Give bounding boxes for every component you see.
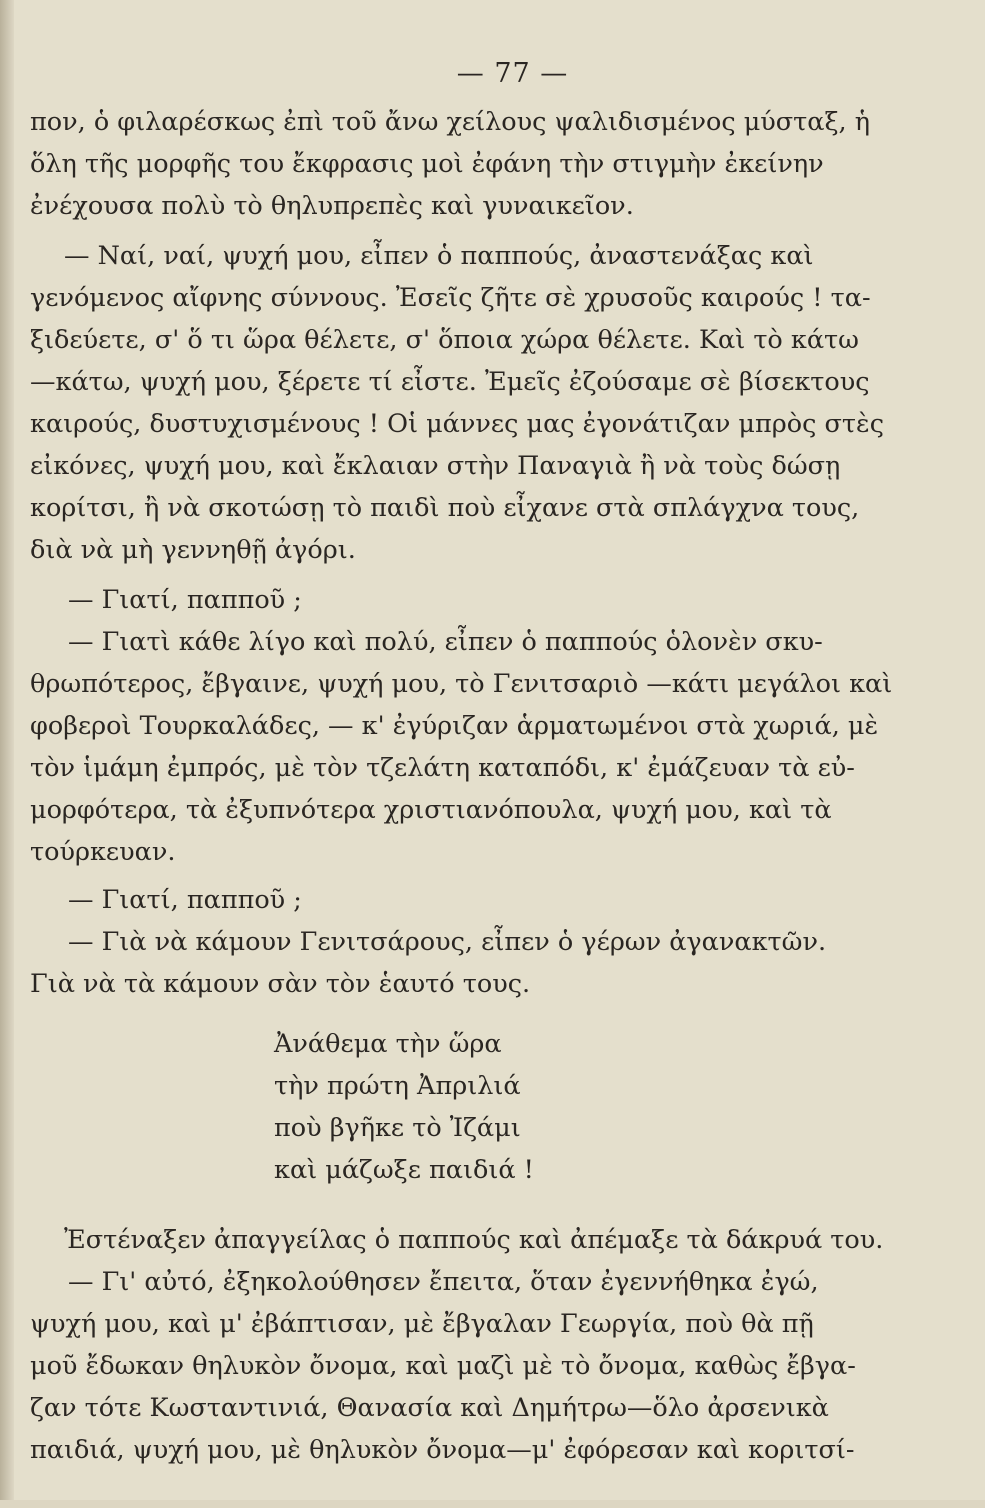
text-line: — Γιατὶ κάθε λίγο καὶ πολύ, εἶπεν ὁ παππούς ὁλονὲν σκυ- xyxy=(68,627,823,657)
text-line: ὅλη τῆς μορφῆς του ἔκφρασις μοὶ ἐφάνη τὴν στιγμὴν ἐκείνην xyxy=(30,149,824,179)
text-line: — Γι' αὐτό, ἐξηκολούθησεν ἔπειτα, ὅταν ἐγεννήθηκα ἐγώ, xyxy=(68,1267,819,1297)
text-line: φοβεροὶ Τουρκαλάδες, — κ' ἐγύριζαν ἁρματωμένοι στὰ χωριά, μὲ xyxy=(30,711,879,741)
text-line: διὰ νὰ μὴ γεννηθῇ ἀγόρι. xyxy=(30,535,356,565)
text-line: ἐνέχουσα πολὺ τὸ θηλυπρεπὲς καὶ γυναικεῖον. xyxy=(30,191,634,221)
page-number: — 77 — xyxy=(456,58,569,89)
text-line: ξιδεύετε, σ' ὅ τι ὥρα θέλετε, σ' ὅποια χώρα θέλετε. Καὶ τὸ κάτω xyxy=(30,325,859,355)
text-line: τούρκευαν. xyxy=(30,837,176,867)
text-line: ζαν τότε Κωσταντινιά, Θανασία καὶ Δημήτρω—ὅλο ἀρσενικὰ xyxy=(30,1393,829,1423)
text-line: Ἐστέναξεν ἀπαγγείλας ὁ παππούς καὶ ἀπέμαξε τὰ δάκρυά του. xyxy=(64,1225,884,1255)
text-line: —κάτω, ψυχή μου, ξέρετε τί εἶστε. Ἐμεῖς ἐζούσαμε σὲ βίσεκτους xyxy=(30,367,870,397)
text-line: ψυχή μου, καὶ μ' ἐβάπτισαν, μὲ ἔβγαλαν Γεωργία, ποὺ θὰ πῇ xyxy=(30,1309,814,1339)
text-line: εἰκόνες, ψυχή μου, καὶ ἔκλαιαν στὴν Παναγιὰ ἢ νὰ τοὺς δώσῃ xyxy=(30,451,841,481)
text-line: παιδιά, ψυχή μου, μὲ θηλυκὸν ὄνομα—μ' ἐφόρεσαν καὶ κοριτσί- xyxy=(30,1435,855,1465)
text-line: Γιὰ νὰ τὰ κάμουν σὰν τὸν ἑαυτό τους. xyxy=(30,969,531,999)
text-line: — Γιατί, παπποῦ ; xyxy=(68,585,302,615)
text-line: μοῦ ἔδωκαν θηλυκὸν ὄνομα, καὶ μαζὶ μὲ τὸ ὄνομα, καθὼς ἔβγα- xyxy=(30,1351,856,1381)
verse-line: καὶ μάζωξε παιδιά ! xyxy=(274,1155,534,1185)
text-line: θρωπότερος, ἔβγαινε, ψυχή μου, τὸ Γενιτσαριὸ —κάτι μεγάλοι καὶ xyxy=(30,669,893,699)
text-line: κορίτσι, ἢ νὰ σκοτώσῃ τὸ παιδὶ ποὺ εἶχανε στὰ σπλάγχνα τους, xyxy=(30,493,860,523)
text-line: — Ναί, ναί, ψυχή μου, εἶπεν ὁ παππούς, ἀναστενάξας καὶ xyxy=(64,241,814,271)
text-line: μορφότερα, τὰ ἐξυπνότερα χριστιανόπουλα, ψυχή μου, καὶ τὰ xyxy=(30,795,832,825)
verse-line: Ἀνάθεμα τὴν ὥρα xyxy=(274,1029,502,1059)
text-line: — Γιὰ νὰ κάμουν Γενιτσάρους, εἶπεν ὁ γέρων ἀγανακτῶν. xyxy=(68,927,827,957)
verse-line: τὴν πρώτη Ἀπριλιά xyxy=(274,1071,521,1101)
text-line: τὸν ἱμάμη ἐμπρός, μὲ τὸν τζελάτη καταπόδι, κ' ἐμάζευαν τὰ εὐ- xyxy=(30,753,855,783)
text-line: — Γιατί, παπποῦ ; xyxy=(68,885,302,915)
verse-line: ποὺ βγῆκε τὸ Ἰζάμι xyxy=(274,1113,521,1143)
page-gutter xyxy=(0,0,14,1500)
text-line: πον, ὁ φιλαρέσκως ἐπὶ τοῦ ἄνω χείλους ψαλιδισμένος μύσταξ, ἡ xyxy=(30,107,871,137)
text-line: καιρούς, δυστυχισμένους ! Οἱ μάννες μας ἐγονάτιζαν μπρὸς στὲς xyxy=(30,409,884,439)
text-line: γενόμενος αἴφνης σύννους. Ἐσεῖς ζῆτε σὲ χρυσοῦς καιρούς ! τα- xyxy=(30,283,871,313)
